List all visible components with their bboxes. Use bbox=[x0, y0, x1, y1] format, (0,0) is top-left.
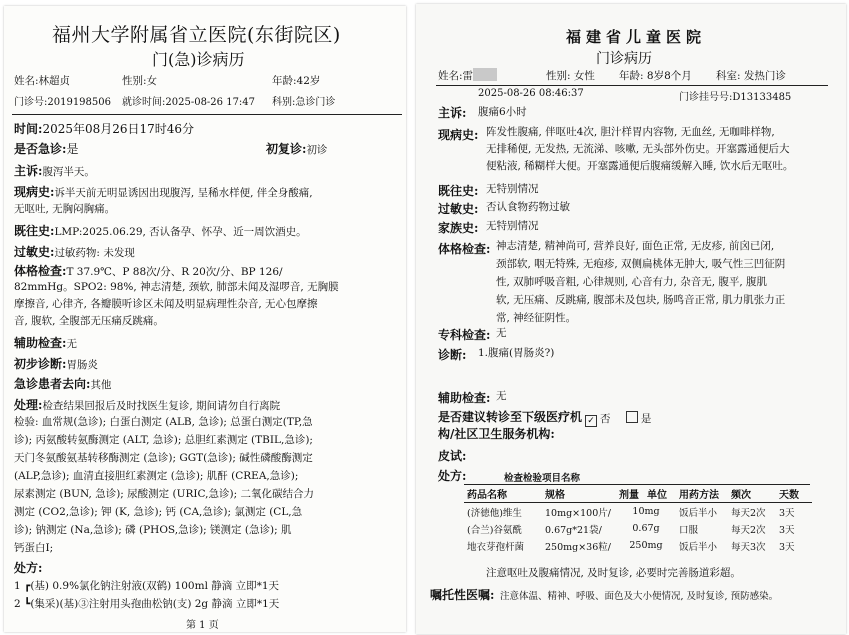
hospital-title: 福建省儿童医院 bbox=[566, 28, 707, 46]
patient-name: 林超贞 bbox=[38, 75, 71, 87]
exam-line-4: 软, 无压痛、反跳痛, 腹部未及包块, 肠鸣音正常, 肌力肌张力正 bbox=[496, 294, 786, 306]
prescription-table bbox=[464, 485, 812, 554]
header-divider bbox=[436, 85, 828, 86]
rx-dose: 10mg bbox=[632, 506, 660, 517]
allergy-label: 过敏史: bbox=[14, 245, 55, 259]
page-number: 第 1 页 bbox=[186, 620, 219, 631]
exam-label: 体格检查: bbox=[438, 242, 491, 256]
aux-exam-label: 辅助检查: bbox=[14, 336, 67, 350]
clinic-no-label: 门诊号: bbox=[14, 97, 48, 108]
time-label: 时间: bbox=[14, 122, 43, 136]
diagnosis-label: 诊断: bbox=[438, 348, 467, 362]
col-spec: 规格 bbox=[545, 490, 565, 501]
past-history: LMP:2025.06.29, 否认备孕、怀孕、近一周饮酒史。 bbox=[54, 226, 307, 238]
prescription-label: 处方: bbox=[438, 469, 467, 483]
header-divider bbox=[12, 114, 402, 115]
rx-drug: (济徳他)维生 bbox=[467, 507, 522, 519]
rx-days: 3天 bbox=[779, 541, 795, 553]
exam-line-3: 性, 双肺呼吸音粗, 心律规则, 心音有力, 杂音无, 腹平, 腹肌 bbox=[496, 276, 768, 288]
rx-days: 3天 bbox=[779, 524, 795, 536]
exam-line-4: 音, 腹软, 全腹部无压痛反跳痛。 bbox=[14, 315, 164, 327]
rx-frequency: 每天2次 bbox=[731, 507, 766, 519]
dept-label: 科别: bbox=[272, 97, 296, 108]
tests-line-8: 钙蛋白I; bbox=[14, 542, 54, 554]
present-illness-line-1: 阵发性腹痛, 伴呕吐4次, 胆汁样胃内容物, 无血丝, 无咖啡样物, bbox=[486, 126, 775, 138]
exam-line-1: 神志清楚, 精神尚可, 营养良好, 面色正常, 无皮疹, 前囟已闭, bbox=[496, 240, 775, 252]
specialist-exam: 无 bbox=[496, 327, 507, 339]
entrust-label: 嘱托性医嘱: bbox=[430, 588, 495, 602]
rx-frequency: 每天2次 bbox=[731, 524, 766, 536]
right-medical-record bbox=[416, 4, 846, 634]
tests-line-6: 测定 (CO2,急诊); 钾 (K, 急诊); 钙 (CA,急诊); 氯测定 (CL,急 bbox=[14, 506, 303, 518]
name-label: 姓名: bbox=[438, 70, 463, 82]
sex-label: 性别: bbox=[546, 70, 571, 82]
diagnosis: 1.腹痛(胃肠炎?) bbox=[478, 347, 555, 359]
prescription-label: 处方: bbox=[14, 561, 43, 575]
aux-exam: 无 bbox=[496, 390, 507, 402]
family-history-label: 家族史: bbox=[438, 221, 479, 235]
skin-test-label: 皮试: bbox=[438, 449, 467, 463]
col-method: 用药方法 bbox=[679, 490, 719, 501]
rx-spec: 250mg×36粒/ bbox=[545, 541, 611, 553]
dept-label: 科室: bbox=[716, 70, 741, 82]
revisit-label: 初复诊: bbox=[266, 142, 307, 156]
sex-label: 性别: bbox=[122, 75, 147, 87]
present-illness-line-2: 无呕吐, 无胸闷胸痛。 bbox=[14, 203, 116, 215]
transfer-yes-label: 是 bbox=[640, 413, 652, 425]
visit-time: 2025-08-26 08:46:37 bbox=[478, 88, 584, 99]
name-label: 姓名: bbox=[14, 75, 39, 87]
rx-dose: 250mg bbox=[629, 540, 663, 551]
aux-exam-label: 辅助检查: bbox=[438, 391, 491, 405]
visit-time-label: 就诊时间: bbox=[122, 97, 166, 108]
prescription-header-row bbox=[464, 485, 812, 503]
handling: 检查结果回报后及时找医生复诊, 期间请勿自行离院 bbox=[42, 400, 281, 412]
rx-method: 饭后半小 bbox=[679, 507, 718, 519]
destination: 其他 bbox=[90, 379, 112, 391]
exam-line-3: 摩擦音, 心律齐, 各瓣膜听诊区未闻及明显病理性杂音, 无心包摩擦 bbox=[14, 298, 318, 310]
present-illness-label: 现病史: bbox=[14, 185, 55, 199]
visit-time: 2025-08-26 17:47 bbox=[165, 97, 256, 108]
allergy: 否认食物药物过敏 bbox=[486, 201, 570, 213]
transfer-no-label: 否 bbox=[600, 413, 611, 425]
age-label: 年龄: bbox=[272, 75, 297, 87]
rx-spec: 0.67g*21袋/ bbox=[545, 524, 602, 536]
clinic-no: 2019198506 bbox=[47, 97, 111, 108]
destination-label: 急诊患者去向: bbox=[14, 377, 91, 391]
emergency-label: 是否急诊: bbox=[14, 142, 67, 156]
dept: 发热门诊 bbox=[743, 70, 786, 82]
patient-age: 42岁 bbox=[296, 75, 321, 87]
rx-frequency: 每天3次 bbox=[731, 541, 766, 553]
patient-name: 雷 bbox=[462, 70, 474, 82]
age-label: 年龄: bbox=[619, 70, 644, 82]
tests-line-1: 检验: 血常规(急诊); 白蛋白测定 (ALB, 急诊); 总蛋白测定(TP,急 bbox=[14, 416, 313, 428]
complaint: 腹泻半天。 bbox=[42, 166, 95, 178]
tests-line-5: 尿素测定 (BUN, 急诊); 尿酸测定 (URIC,急诊); 二氧化碳结合力 bbox=[14, 488, 314, 500]
patient-sex: 女 bbox=[146, 75, 158, 87]
prescription-line-2: 2 ┗(集采)(基)③注射用头孢曲松钠(支) 2g 静滴 立即*1天 bbox=[14, 598, 280, 610]
col-days: 天数 bbox=[779, 490, 799, 501]
col-dose: 剂量 bbox=[619, 490, 639, 501]
tests-line-3: 天门冬氨酸氨基转移酶测定 (急诊); GGT(急诊); 碱性磷酸酶测定 bbox=[14, 452, 313, 464]
doctor-advice: 注意呕吐及腹痛情况, 及时复诊, 必要时完善肠道彩超。 bbox=[486, 567, 741, 579]
table-row bbox=[464, 520, 812, 537]
record-subtitle: 门(急)诊病历 bbox=[152, 50, 245, 69]
patient-sex: 女性 bbox=[573, 70, 595, 82]
entrust-text: 注意体温、精神、呼吸、面色及大小便情况, 及时复诊, 预防感染。 bbox=[500, 591, 779, 602]
table-row bbox=[464, 537, 812, 554]
transfer-label-line-1: 是否建议转诊至下级医疗机 bbox=[438, 410, 583, 424]
transfer-no-checkbox[interactable]: ✓ bbox=[585, 415, 597, 427]
rx-drug: (合兰)谷氨酰 bbox=[467, 524, 522, 536]
left-medical-record bbox=[4, 6, 406, 632]
tests-line-7: 诊); 钠测定 (Na,急诊); 磷 (PHOS,急诊); 镁测定 (急诊); 肌 bbox=[14, 524, 292, 536]
rx-method: 饭后半小 bbox=[679, 541, 718, 553]
rx-spec: 10mg×100片/ bbox=[545, 507, 611, 519]
col-unit: 单位 bbox=[647, 490, 667, 501]
exam-line-2: 82mmHg。SPO2: 98%, 神志清楚, 颈软, 肺部未闻及湿啰音, 无胸膜 bbox=[14, 281, 339, 293]
past-history-label: 既往史: bbox=[438, 184, 479, 198]
rx-days: 3天 bbox=[779, 507, 795, 519]
col-frequency: 频次 bbox=[731, 490, 751, 501]
redaction-mark bbox=[473, 68, 497, 81]
allergy-label: 过敏史: bbox=[438, 202, 479, 216]
exam-line-2: 颈部软, 咽无特殊, 无疱疹, 双侧扁桃体无肿大, 吸气性三凹征阴 bbox=[496, 258, 786, 270]
exam-line-1: T 37.9℃、P 88次/分、R 20次/分、BP 126/ bbox=[66, 266, 283, 278]
family-history: 无特别情况 bbox=[486, 220, 539, 232]
diagnosis-label: 初步诊断: bbox=[14, 357, 67, 371]
hospital-title: 福州大学附属省立医院(东街院区) bbox=[52, 24, 341, 46]
present-illness-line-1: 诉半天前无明显诱因出现腹泻, 呈稀水样便, 伴全身酸痛, bbox=[54, 187, 313, 199]
specialist-exam-label: 专科检查: bbox=[438, 328, 491, 342]
patient-age: 8岁8个月 bbox=[646, 70, 692, 82]
revisit-value: 初诊 bbox=[306, 144, 328, 156]
complaint: 腹痛6小时 bbox=[478, 106, 527, 118]
tests-line-4: (ALP,急诊); 血清直接胆红素测定 (急诊); 肌酐 (CREA,急诊); bbox=[14, 470, 299, 482]
time-value: 2025年08月26日17时46分 bbox=[42, 122, 195, 136]
reg-no-label: 门诊挂号号: bbox=[679, 92, 733, 103]
complaint-label: 主诉: bbox=[438, 106, 467, 120]
exam-line-5: 常, 神经征阴性。 bbox=[496, 312, 577, 324]
rx-dose: 0.67g bbox=[632, 523, 660, 534]
emergency-value: 是 bbox=[66, 142, 79, 156]
handling-label: 处理: bbox=[14, 398, 43, 412]
allergy: 过敏药物: 未发现 bbox=[54, 247, 135, 259]
rx-method: 口服 bbox=[679, 524, 699, 536]
complaint-label: 主诉: bbox=[14, 164, 43, 178]
past-history: 无特别情况 bbox=[486, 183, 539, 195]
table-row bbox=[464, 503, 812, 521]
present-illness-line-3: 便粘液, 稀糊样大便。开塞露通便后腹痛缓解入睡, 饮水后无呕吐。 bbox=[486, 160, 794, 172]
record-subtitle: 门诊病历 bbox=[596, 51, 652, 67]
prescription-line-1: 1 ┏(基) 0.9%氯化钠注射液(双鹤) 100ml 静滴 立即*1天 bbox=[14, 580, 280, 592]
col-drug-name: 药品名称 bbox=[467, 490, 507, 501]
past-history-label: 既往史: bbox=[14, 224, 55, 238]
transfer-label-line-2: 构/社区卫生服务机构: bbox=[438, 427, 555, 441]
present-illness-line-2: 无排稀便, 无发热, 无流涕、咳嗽, 无头部外伤史。开塞露通便后大 bbox=[486, 143, 790, 155]
lab-header: 检查检验项目名称 bbox=[504, 473, 581, 484]
rx-drug: 地衣芽孢杆菌 bbox=[467, 541, 525, 553]
aux-exam: 无 bbox=[66, 338, 77, 350]
dept: 急诊门诊 bbox=[295, 97, 336, 108]
present-illness-label: 现病史: bbox=[438, 128, 479, 142]
diagnosis: 胃肠炎 bbox=[66, 359, 98, 371]
tests-line-2: 诊); 丙氨酸转氨酶测定 (ALT, 急诊); 总胆红素测定 (TBIL,急诊); bbox=[14, 434, 313, 446]
reg-no: D13133485 bbox=[732, 92, 792, 103]
exam-label: 体格检查: bbox=[14, 264, 67, 278]
transfer-yes-checkbox[interactable] bbox=[626, 411, 638, 423]
